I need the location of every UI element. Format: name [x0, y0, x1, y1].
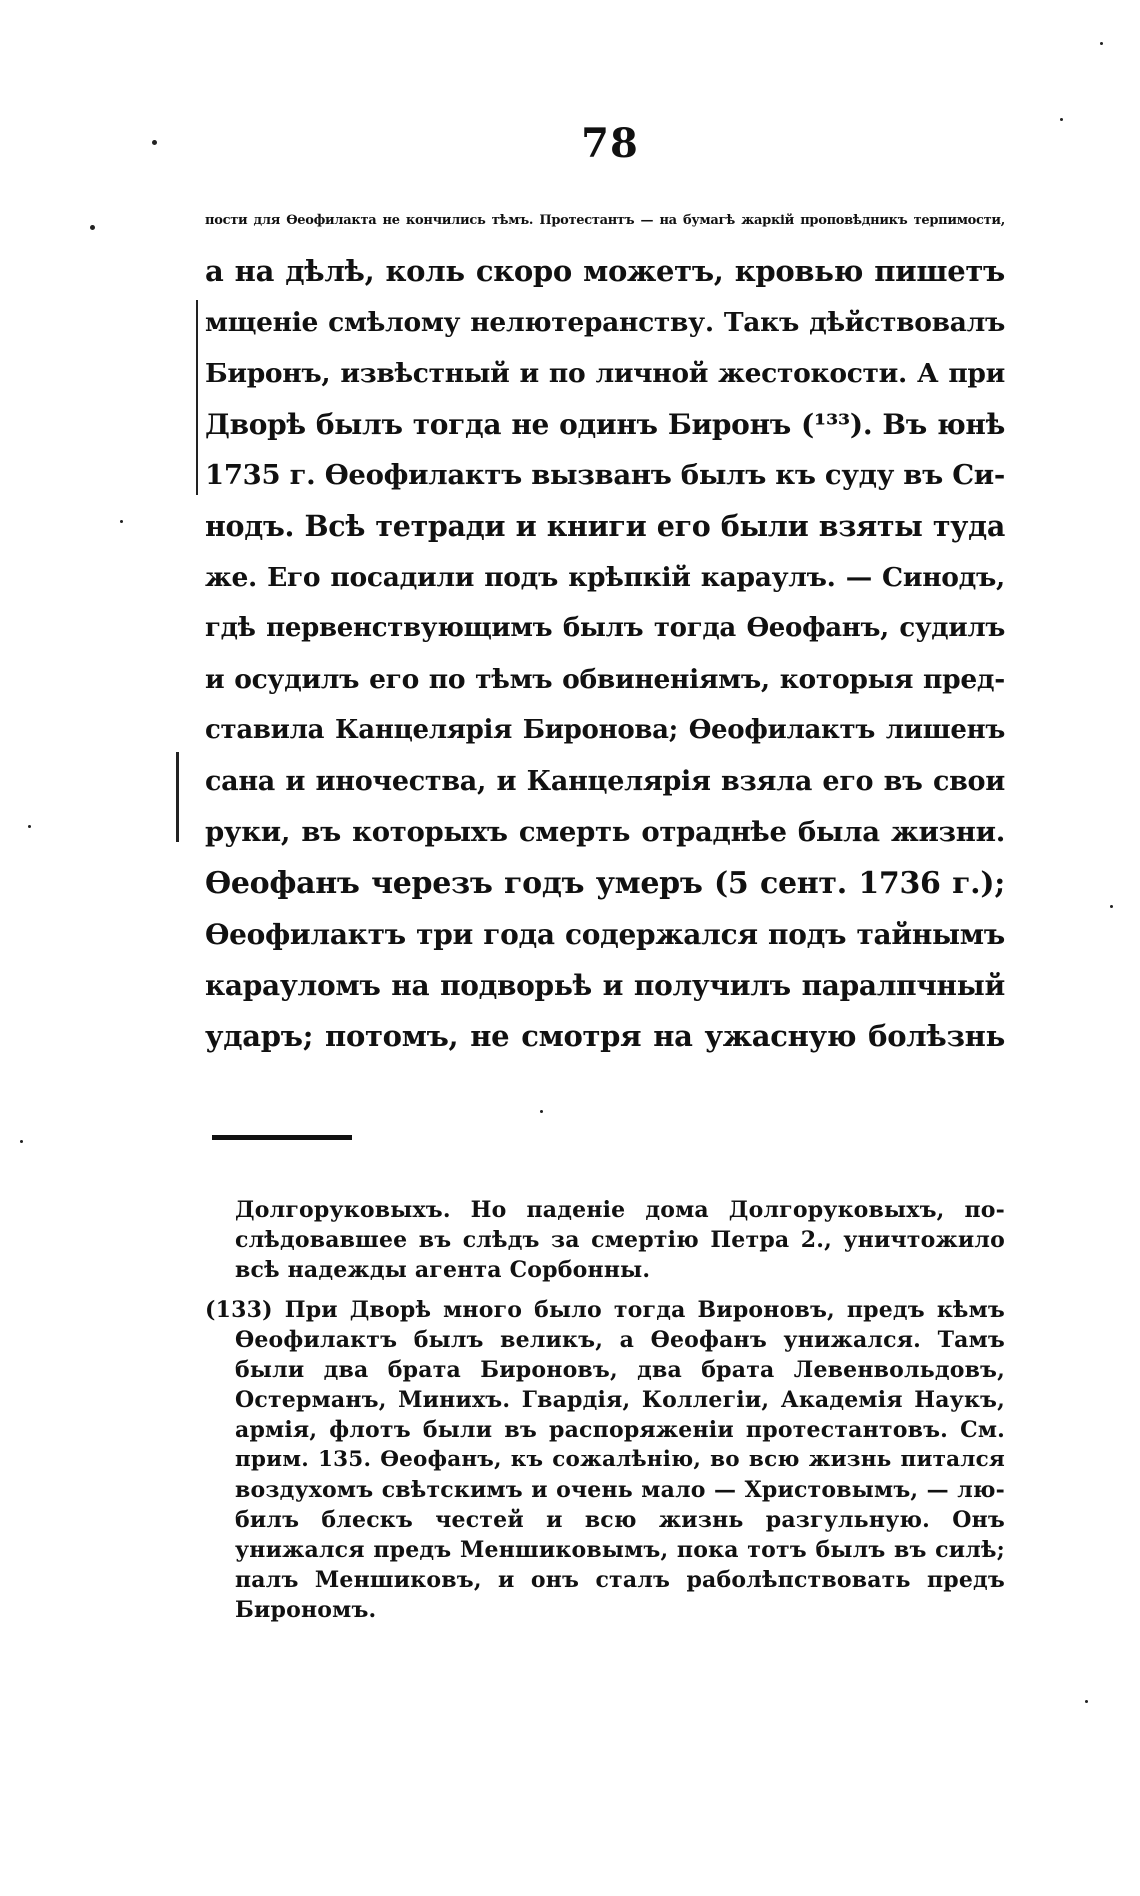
main-text-line: нодъ. Всѣ тетради и книги его были взяты туда: [205, 509, 1005, 543]
footnote-continued: [205, 1195, 1005, 1285]
footnote-line: Ѳеофилактъ былъ великъ, а Ѳеофанъ унижался. Тамъ: [235, 1327, 1005, 1353]
footnote-line: унижался предъ Меншиковымъ, пока тотъ былъ въ силѣ;: [235, 1537, 1005, 1563]
main-text-line: и осудилъ его по тѣмъ обвиненіямъ, которыя пред-: [205, 664, 1005, 695]
main-text-line: мщеніе смѣлому нелютеранству. Такъ дѣйствовалъ: [205, 307, 1005, 338]
footnote-line: слѣдовавшее въ слѣдъ за смертію Петра 2., уничтожило: [235, 1227, 1005, 1253]
main-text-line: Биронъ, извѣстный и по личной жестокости. А при: [205, 358, 1005, 389]
footnote-line: были два брата Бироновъ, два брата Левенвольдовъ,: [235, 1357, 1005, 1383]
main-text-line: Дворѣ былъ тогда не одинъ Биронъ (¹³³). Въ юнѣ: [205, 408, 1005, 441]
scan-speck: [1085, 1700, 1088, 1703]
main-text: [205, 195, 1005, 1062]
scan-speck: [1110, 905, 1113, 908]
footnote-line: Бирономъ.: [235, 1597, 377, 1623]
footnote-line: палъ Меншиковъ, и онъ сталъ раболѣпствовать предъ: [235, 1567, 1005, 1593]
main-text-line: ставила Канцелярія Биронова; Ѳеофилактъ лишенъ: [205, 715, 1005, 745]
scan-speck: [152, 140, 157, 145]
main-text-line: же. Его посадили подъ крѣпкій караулъ. — Синодъ,: [205, 562, 1005, 593]
footnote-line: прим. 135. Ѳеофанъ, къ сожалѣнію, во всю жизнь питался: [235, 1447, 1005, 1472]
footnotes: [205, 1195, 1005, 1625]
main-text-line: сана и иночества, и Канцелярія взяла его въ свои: [205, 766, 1005, 797]
scan-speck: [90, 225, 95, 230]
footnote-line: Остерманъ, Минихъ. Гвардія, Коллегіи, Академія Наукъ,: [235, 1387, 1005, 1413]
main-text-line: Ѳеофилактъ три года содержался подъ тайнымъ: [205, 918, 1005, 951]
scan-speck: [1060, 118, 1063, 121]
scan-speck: [540, 1110, 543, 1113]
footnote-gap: [205, 1285, 1005, 1295]
footnote-line: воздухомъ свѣтскимъ и очень мало — Христовымъ, — лю-: [235, 1477, 1005, 1503]
scan-speck: [28, 825, 31, 828]
footnote-133: [205, 1295, 1005, 1625]
footnote-line: билъ блескъ честей и всю жизнь разгульную. Онъ: [235, 1507, 1005, 1533]
margin-mark-lower: [176, 752, 179, 842]
footnote-line: всѣ надежды агента Сорбонны.: [235, 1257, 651, 1283]
main-text-line: ударъ; потомъ, не смотря на ужасную болѣзнь: [205, 1019, 1005, 1053]
scan-speck: [120, 520, 123, 523]
footnote-line: армія, флотъ были въ распоряженіи протестантовъ. См.: [235, 1417, 1005, 1443]
scan-speck: [20, 1140, 23, 1143]
page-number: 78: [581, 120, 639, 167]
scan-speck: [1100, 42, 1103, 45]
main-text-line: пости для Ѳеофилакта не кончились тѣмъ. Протестантъ — на бумагѣ жаркій проповѣдникъ терпимости,: [205, 213, 1005, 228]
main-text-line: руки, въ которыхъ смерть отраднѣе была жизни.: [205, 816, 1005, 848]
main-text-line: Ѳеофанъ черезъ годъ умеръ (5 сент. 1736 г.);: [205, 866, 1005, 901]
footnote-line: (133) При Дворѣ много было тогда Вироновъ, предъ кѣмъ: [205, 1297, 1005, 1323]
margin-mark-upper: [196, 300, 198, 495]
main-text-line: гдѣ первенствующимъ былъ тогда Ѳеофанъ, судилъ: [205, 613, 1005, 643]
footnote-divider: [212, 1135, 352, 1140]
main-text-line: а на дѣлѣ, коль скоро можетъ, кровью пишетъ: [205, 254, 1005, 288]
main-text-line: карауломъ на подворьѣ и получилъ паралпчный: [205, 969, 1005, 1002]
footnote-line: Долгоруковыхъ. Но паденіе дома Долгоруковыхъ, по-: [235, 1197, 1005, 1223]
main-text-line: 1735 г. Ѳеофилактъ вызванъ былъ къ суду въ Си-: [205, 459, 1005, 491]
